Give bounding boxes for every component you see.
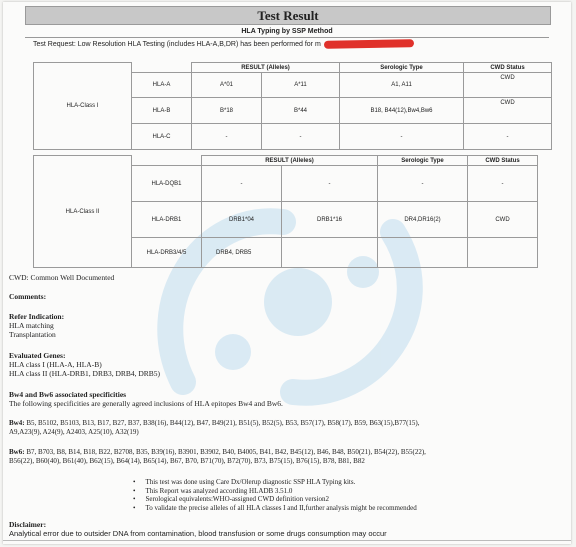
- test-request: [33, 40, 553, 50]
- page-edge: [3, 540, 571, 541]
- bw6-values: B56(22), B60(40), B61(40), B62(15), B64(14), B65(14), B67, B70, B71(70), B72(70), B73, B75(15), B76(15), B78, B81, B82: [9, 457, 365, 465]
- serologic-cell: -: [340, 124, 464, 150]
- allele-cell: -: [202, 166, 282, 202]
- genes-heading: Evaluated Genes:: [9, 351, 66, 360]
- refer-heading: Refer Indication:: [9, 312, 65, 321]
- list-item: • This Report was analyzed according HLADB 3.51.0: [133, 487, 417, 496]
- class1-serologic-header: Serologic Type: [340, 63, 464, 73]
- method-heading: HLA Typing by SSP Method: [25, 27, 549, 38]
- redacted-patient-name: m: [315, 41, 414, 48]
- serologic-cell: [378, 238, 468, 268]
- locus-cell: HLA-DRB1: [132, 202, 202, 238]
- allele-cell: DRB4, DRB5: [202, 238, 282, 268]
- bw6-label: Bw6:: [9, 448, 25, 456]
- hla-class1-table: [33, 62, 552, 150]
- allele-cell: -: [192, 124, 262, 150]
- cwd-cell: CWD: [468, 202, 538, 238]
- locus-cell: HLA-DQB1: [132, 166, 202, 202]
- list-item: • This test was done using Care Dx/Olerup diagnostic SSP HLA Typing kits.: [133, 478, 417, 487]
- cwd-cell: -: [464, 124, 552, 150]
- refer-item: HLA matching: [9, 321, 54, 330]
- allele-cell: A*01: [192, 73, 262, 98]
- genes-item: HLA class II (HLA-DRB1, DRB3, DRB4, DRB5): [9, 369, 161, 378]
- refer-item: Transplantation: [9, 330, 56, 339]
- class2-cwd-header: CWD Status: [468, 156, 538, 166]
- bw6-list: [9, 448, 426, 466]
- allele-cell: DRB1*16: [282, 202, 378, 238]
- genes-item: HLA class I (HLA-A, HLA-B): [9, 360, 102, 369]
- bw4-label: Bw4:: [9, 419, 25, 427]
- class1-cwd-header: CWD Status: [464, 63, 552, 73]
- evaluated-genes: [9, 351, 160, 378]
- bw4-values: A9,A23(9), A24(9), A2403, A25(10), A32(19): [9, 428, 139, 436]
- allele-cell: [282, 238, 378, 268]
- list-item: • To validate the precise alleles of all HLA classes I and II,further analysis might be recommended: [133, 504, 417, 513]
- class2-result-header: RESULT (Alleles): [202, 156, 378, 166]
- test-request-text: Test Request: Low Resolution HLA Testing (includes HLA-A,B,DR) has been performed for: [33, 41, 314, 48]
- comments-heading: Comments:: [9, 292, 47, 301]
- disclaimer-text: Analytical error due to outsider DNA from contamination, blood transfusion or some drugs consumption may occur: [9, 529, 387, 538]
- bw6-values: B7, B703, B8, B14, B18, B22, B2708, B35, B39(16), B3901, B3902, B40, B4005, B41, B42, B45(12), B46, B48, B50(21), B54(22), B55(22),: [24, 448, 426, 456]
- class2-label: HLA-Class II: [34, 156, 132, 268]
- disclaimer: [9, 520, 387, 538]
- locus-cell: HLA-B: [132, 98, 192, 124]
- cwd-cell: CWD: [464, 73, 552, 98]
- locus-cell: HLA-DRB3/4/5: [132, 238, 202, 268]
- hla-class2-table: [33, 155, 538, 268]
- class1-result-header: RESULT (Alleles): [192, 63, 340, 73]
- allele-cell: A*11: [262, 73, 340, 98]
- bw4-list: [9, 419, 419, 437]
- class2-serologic-header: Serologic Type: [378, 156, 468, 166]
- bw4-values: B5, B5102, B5103, B13, B17, B27, B37, B38(16), B44(12), B47, B49(21), B51(5), B52(5), B53, B57(17), B58(17), B59, B63(15),B77(15),: [24, 419, 420, 427]
- serologic-cell: B18, B44(12),Bw4,Bw6: [340, 98, 464, 124]
- bw-intro: The following specificities are generally agreed inclusions of HLA epitopes Bw4 and Bw6.: [9, 399, 283, 408]
- refer-indication: [9, 312, 64, 339]
- allele-cell: -: [282, 166, 378, 202]
- serologic-cell: DR4,DR16(2): [378, 202, 468, 238]
- serologic-cell: A1, A11: [340, 73, 464, 98]
- disclaimer-heading: Disclaimer:: [9, 520, 47, 529]
- list-item: • Serological equivalents:WHO-assigned CWD definition version2: [133, 495, 417, 504]
- cwd-cell: [468, 238, 538, 268]
- allele-cell: B*44: [262, 98, 340, 124]
- serologic-cell: -: [378, 166, 468, 202]
- class1-label: HLA-Class I: [34, 63, 132, 150]
- cwd-cell: CWD: [464, 98, 552, 124]
- bw-heading: Bw4 and Bw6 associated specificities: [9, 390, 127, 399]
- method-notes: [133, 478, 417, 512]
- cwd-cell: -: [468, 166, 538, 202]
- cwd-note: CWD: Common Well Documented: [9, 273, 115, 282]
- allele-cell: B*18: [192, 98, 262, 124]
- report-title: Test Result: [25, 6, 551, 25]
- allele-cell: DRB1*04: [202, 202, 282, 238]
- locus-cell: HLA-A: [132, 73, 192, 98]
- bw-section: [9, 390, 283, 408]
- report-page: [3, 2, 571, 544]
- locus-cell: HLA-C: [132, 124, 192, 150]
- allele-cell: -: [262, 124, 340, 150]
